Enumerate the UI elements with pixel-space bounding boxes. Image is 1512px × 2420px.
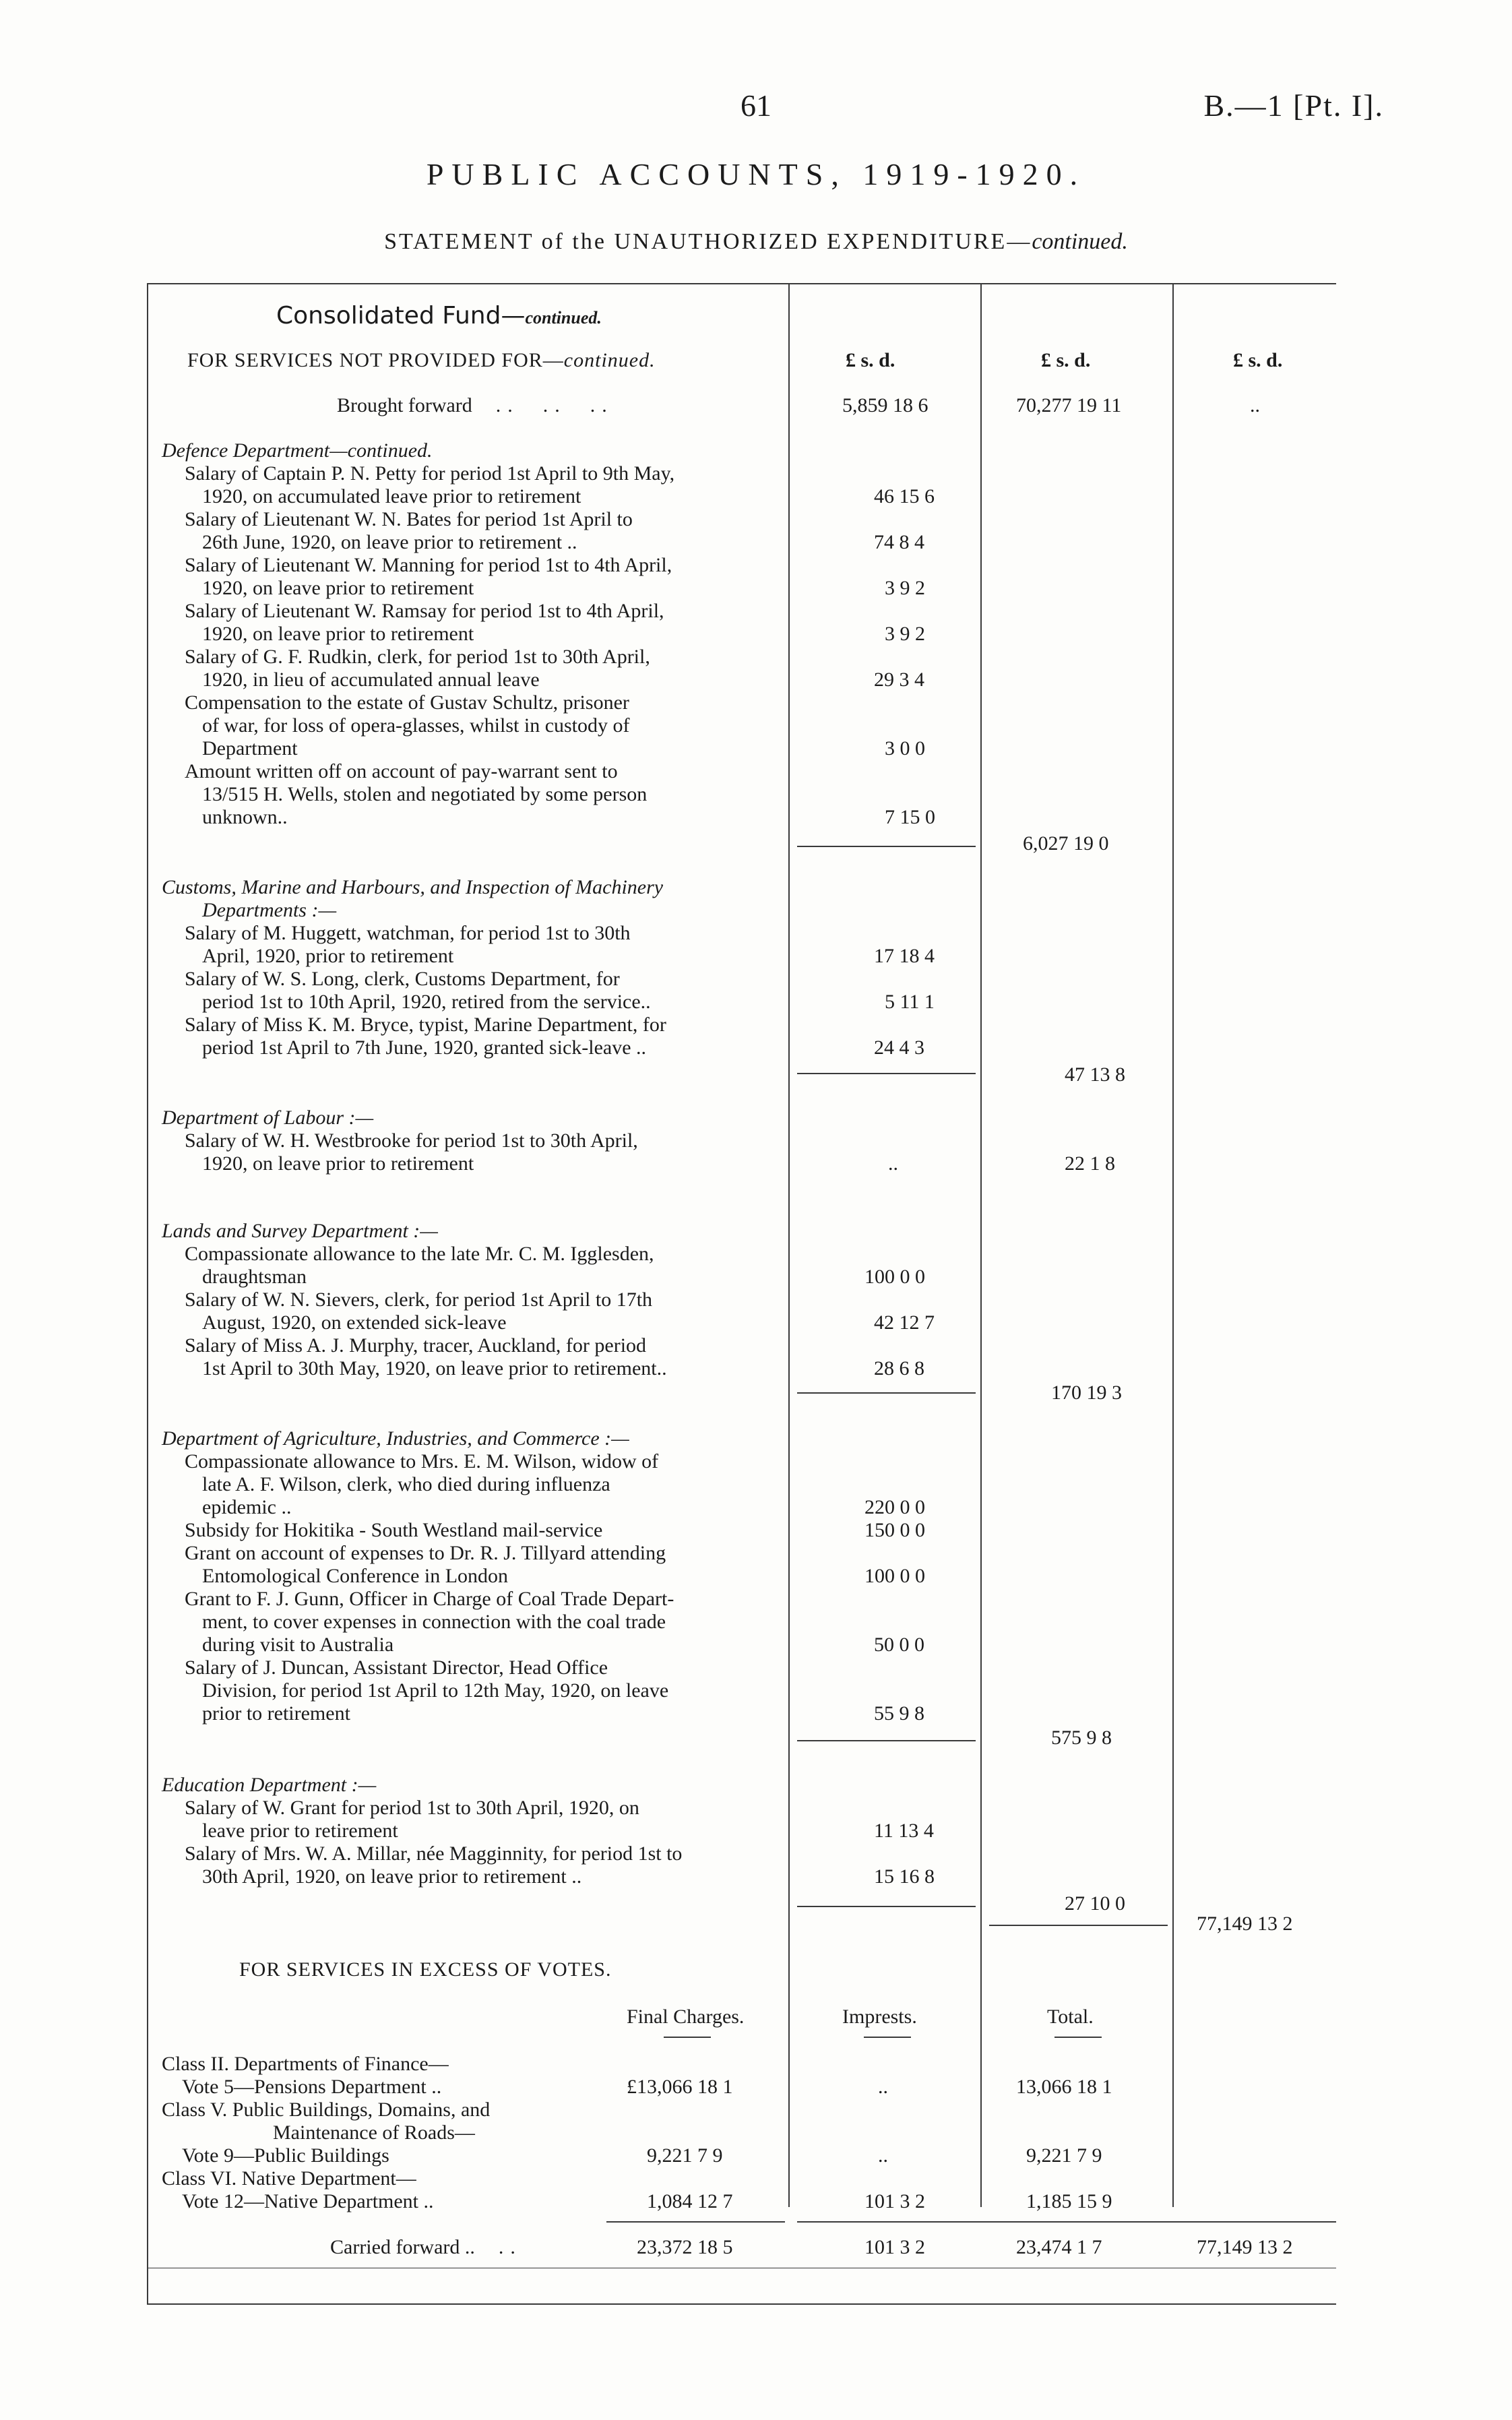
amount: 55 9 8 <box>874 1702 924 1725</box>
carried-grand: 77,149 13 2 <box>1197 2236 1293 2258</box>
fund-title: Consolidated Fund—continued. <box>276 302 602 330</box>
col-total: Total. <box>1047 2006 1094 2028</box>
class-label: Class V. Public Buildings, Domains, and <box>162 2099 491 2121</box>
section-subtotal: 27 10 0 <box>1065 1892 1125 1915</box>
amount: 17 18 4 <box>874 945 935 967</box>
page-title: PUBLIC ACCOUNTS, 1919-1920. <box>426 157 1086 191</box>
imprests: .. <box>878 2144 888 2167</box>
section-subtotal: 47 13 8 <box>1065 1063 1125 1086</box>
column-rule-3 <box>1172 283 1174 2207</box>
section-defence: Defence Department—continued. Salary of Captain P. N. Petty for period 1st April to 9th May, 1920, on accumulated leave prior to retirement Salary of Lieutenant W. N. Bates for period 1st April to 26th June, 1920, on leave prior to retirement .. Salary of Lieutenant W. Manning for period 1st to 4th April, 1920, on leave prior to retirement Salary of Lieutenant W. Ramsay for period 1st to 4th April, 1920, on leave prior to retirement Salary of G. F. Rudkin, clerk, for period 1st to 30th April, 1920, in lieu of accumulated annual leave Compensation to the estate of Gustav Schultz, prisoner of war, for loss of opera-glasses, whilst in custody of Department Amount written off on account of pay-warrant sent to 13/515 H. Wells, stolen and negotiated by some person unknown.. <box>162 439 782 829</box>
column-header-1: £ s. d. <box>846 349 895 371</box>
carried-final: 23,372 18 5 <box>637 2236 733 2258</box>
section-subtotal: 575 9 8 <box>1051 1727 1112 1749</box>
section-heading: Customs, Marine and Harbours, and Inspection of Machinery <box>162 876 664 898</box>
amount: 15 16 8 <box>874 1865 935 1888</box>
amount: 46 15 6 <box>874 485 935 507</box>
subtotal-rule <box>797 1073 976 1074</box>
final-charge: 1,084 12 7 <box>647 2190 733 2212</box>
amount: 3 9 2 <box>885 577 925 599</box>
amount: 100 0 0 <box>864 1565 925 1587</box>
carried-forward-label: Carried forward .. .. <box>330 2236 522 2258</box>
total-rule <box>989 1925 1168 1926</box>
amount: 29 3 4 <box>874 669 924 691</box>
final-charge: 9,221 7 9 <box>647 2144 723 2167</box>
carried-imprests: 101 3 2 <box>864 2236 925 2258</box>
section-lands: Lands and Survey Department :— Compassionate allowance to the late Mr. C. M. Igglesden, draughtsman Salary of W. N. Sievers, clerk, for period 1st April to 17th August, 1920, on extended sick-leave Salary of Miss A. J. Murphy, tracer, Auckland, for period 1st April to 30th May, 1920, on leave prior to retirement.. <box>162 1220 782 1380</box>
vote-label: Vote 9—Public Buildings <box>182 2144 389 2167</box>
amount: 5 11 1 <box>885 991 935 1013</box>
amount: .. <box>888 1152 898 1175</box>
section-heading: Education Department :— <box>162 1774 377 1796</box>
imprests: 101 3 2 <box>864 2190 925 2212</box>
carried-total: 23,474 1 7 <box>1016 2236 1102 2258</box>
col-imprests: Imprests. <box>842 2006 917 2028</box>
header-underline <box>1054 2037 1102 2038</box>
column-rule-1 <box>788 283 790 2207</box>
amount: 100 0 0 <box>864 1266 925 1288</box>
amount: 150 0 0 <box>864 1519 925 1541</box>
subtotal-rule <box>797 1392 976 1394</box>
brought-forward-label: Brought forward .. .. .. <box>337 394 614 416</box>
brought-forward-col3: .. <box>1250 394 1260 416</box>
imprests: .. <box>878 2076 888 2098</box>
column-rule-2 <box>980 283 982 2207</box>
page-number: 61 <box>741 88 771 123</box>
subtotal-rule <box>797 1906 976 1907</box>
section-education: Education Department :— Salary of W. Grant for period 1st to 30th April, 1920, on leave prior to retirement Salary of Mrs. W. A. Millar, née Magginnity, for period 1st to 30th April, 1920, on leave prior to retirement .. <box>162 1774 782 1888</box>
amount: 42 12 7 <box>874 1311 935 1334</box>
brought-forward-col1: 5,859 18 6 <box>842 394 928 416</box>
section-heading: Department of Labour :— <box>162 1107 374 1129</box>
total: 13,066 18 1 <box>1016 2076 1112 2098</box>
total: 9,221 7 9 <box>1026 2144 1102 2167</box>
section-subtotal: 6,027 19 0 <box>1023 832 1109 855</box>
excess-heading: FOR SERVICES IN EXCESS OF VOTES. <box>239 1958 612 1981</box>
statement-heading: STATEMENT of the UNAUTHORIZED EXPENDITURE—continued. <box>384 229 1128 254</box>
final-charge: £13,066 18 1 <box>627 2076 733 2098</box>
section-heading: Lands and Survey Department :— <box>162 1220 438 1242</box>
amount: 3 0 0 <box>885 737 925 759</box>
section-labour: Department of Labour :— Salary of W. H. Westbrooke for period 1st to 30th April, 1920, on leave prior to retirement <box>162 1107 782 1175</box>
class-label-continued: Maintenance of Roads— <box>273 2121 475 2144</box>
column-header-2: £ s. d. <box>1041 349 1091 371</box>
brought-forward-col2: 70,277 19 11 <box>1016 394 1122 416</box>
not-provided-heading: FOR SERVICES NOT PROVIDED FOR—continued. <box>187 349 656 371</box>
fund-total: 77,149 13 2 <box>1197 1913 1293 1935</box>
column-header-3: £ s. d. <box>1233 349 1283 371</box>
col-final-charges: Final Charges. <box>627 2006 745 2028</box>
subtotal-rule <box>797 846 976 847</box>
amount: 7 15 0 <box>885 806 935 828</box>
header-underline <box>864 2037 911 2038</box>
vote-label: Vote 12—Native Department .. <box>182 2190 434 2212</box>
section-subtotal: 22 1 8 <box>1065 1152 1115 1175</box>
amount: 11 13 4 <box>874 1820 934 1842</box>
carried-rule <box>797 2221 1336 2223</box>
document-reference: B.—1 [Pt. I]. <box>1203 88 1384 123</box>
amount: 74 8 4 <box>874 531 924 553</box>
class-label: Class II. Departments of Finance— <box>162 2053 449 2075</box>
table-bottom-rule <box>147 2303 1336 2305</box>
subtotal-rule <box>797 1740 976 1741</box>
class-label: Class VI. Native Department— <box>162 2167 416 2190</box>
carried-rule <box>606 2221 785 2223</box>
section-subtotal: 170 19 3 <box>1051 1382 1122 1404</box>
amount: 28 6 8 <box>874 1357 924 1379</box>
header-underline <box>664 2037 711 2038</box>
amount: 3 9 2 <box>885 623 925 645</box>
section-customs: Customs, Marine and Harbours, and Inspection of Machinery Departments :— Salary of M. Huggett, watchman, for period 1st to 30th April, 1920, prior to retirement Salary of W. S. Long, clerk, Customs Department, for period 1st to 10th April, 1920, retired from the service.. Salary of Miss K. M. Bryce, typist, Marine Department, for period 1st April to 7th June, 1920, granted sick-leave .. <box>162 876 782 1059</box>
amount: 24 4 3 <box>874 1036 924 1059</box>
section-heading: Defence Department—continued. <box>162 439 433 462</box>
total: 1,185 15 9 <box>1026 2190 1112 2212</box>
amount: 50 0 0 <box>874 1634 924 1656</box>
table-left-rule <box>147 283 148 2305</box>
section-agriculture: Department of Agriculture, Industries, and Commerce :— Compassionate allowance to Mrs. E. M. Wilson, widow of late A. F. Wilson, clerk, who died during influenza epidemic .. Subsidy for Hokitika - South Westland mail-service Grant on account of expenses to Dr. R. J. Tillyard attending Entomological Conference in London Grant to F. J. Gunn, Officer in Charge of Coal Trade Depart- ment, to cover expenses in connection with the coal trade during visit to Australia Salary of J. Duncan, Assistant Director, Head Office Division, for period 1st April to 12th May, 1920, on leave prior to retirement <box>162 1427 782 1725</box>
vote-label: Vote 5—Pensions Department .. <box>182 2076 442 2098</box>
section-heading: Department of Agriculture, Industries, and Commerce :— <box>162 1427 629 1450</box>
amount: 220 0 0 <box>864 1496 925 1518</box>
table-top-rule <box>147 283 1336 284</box>
